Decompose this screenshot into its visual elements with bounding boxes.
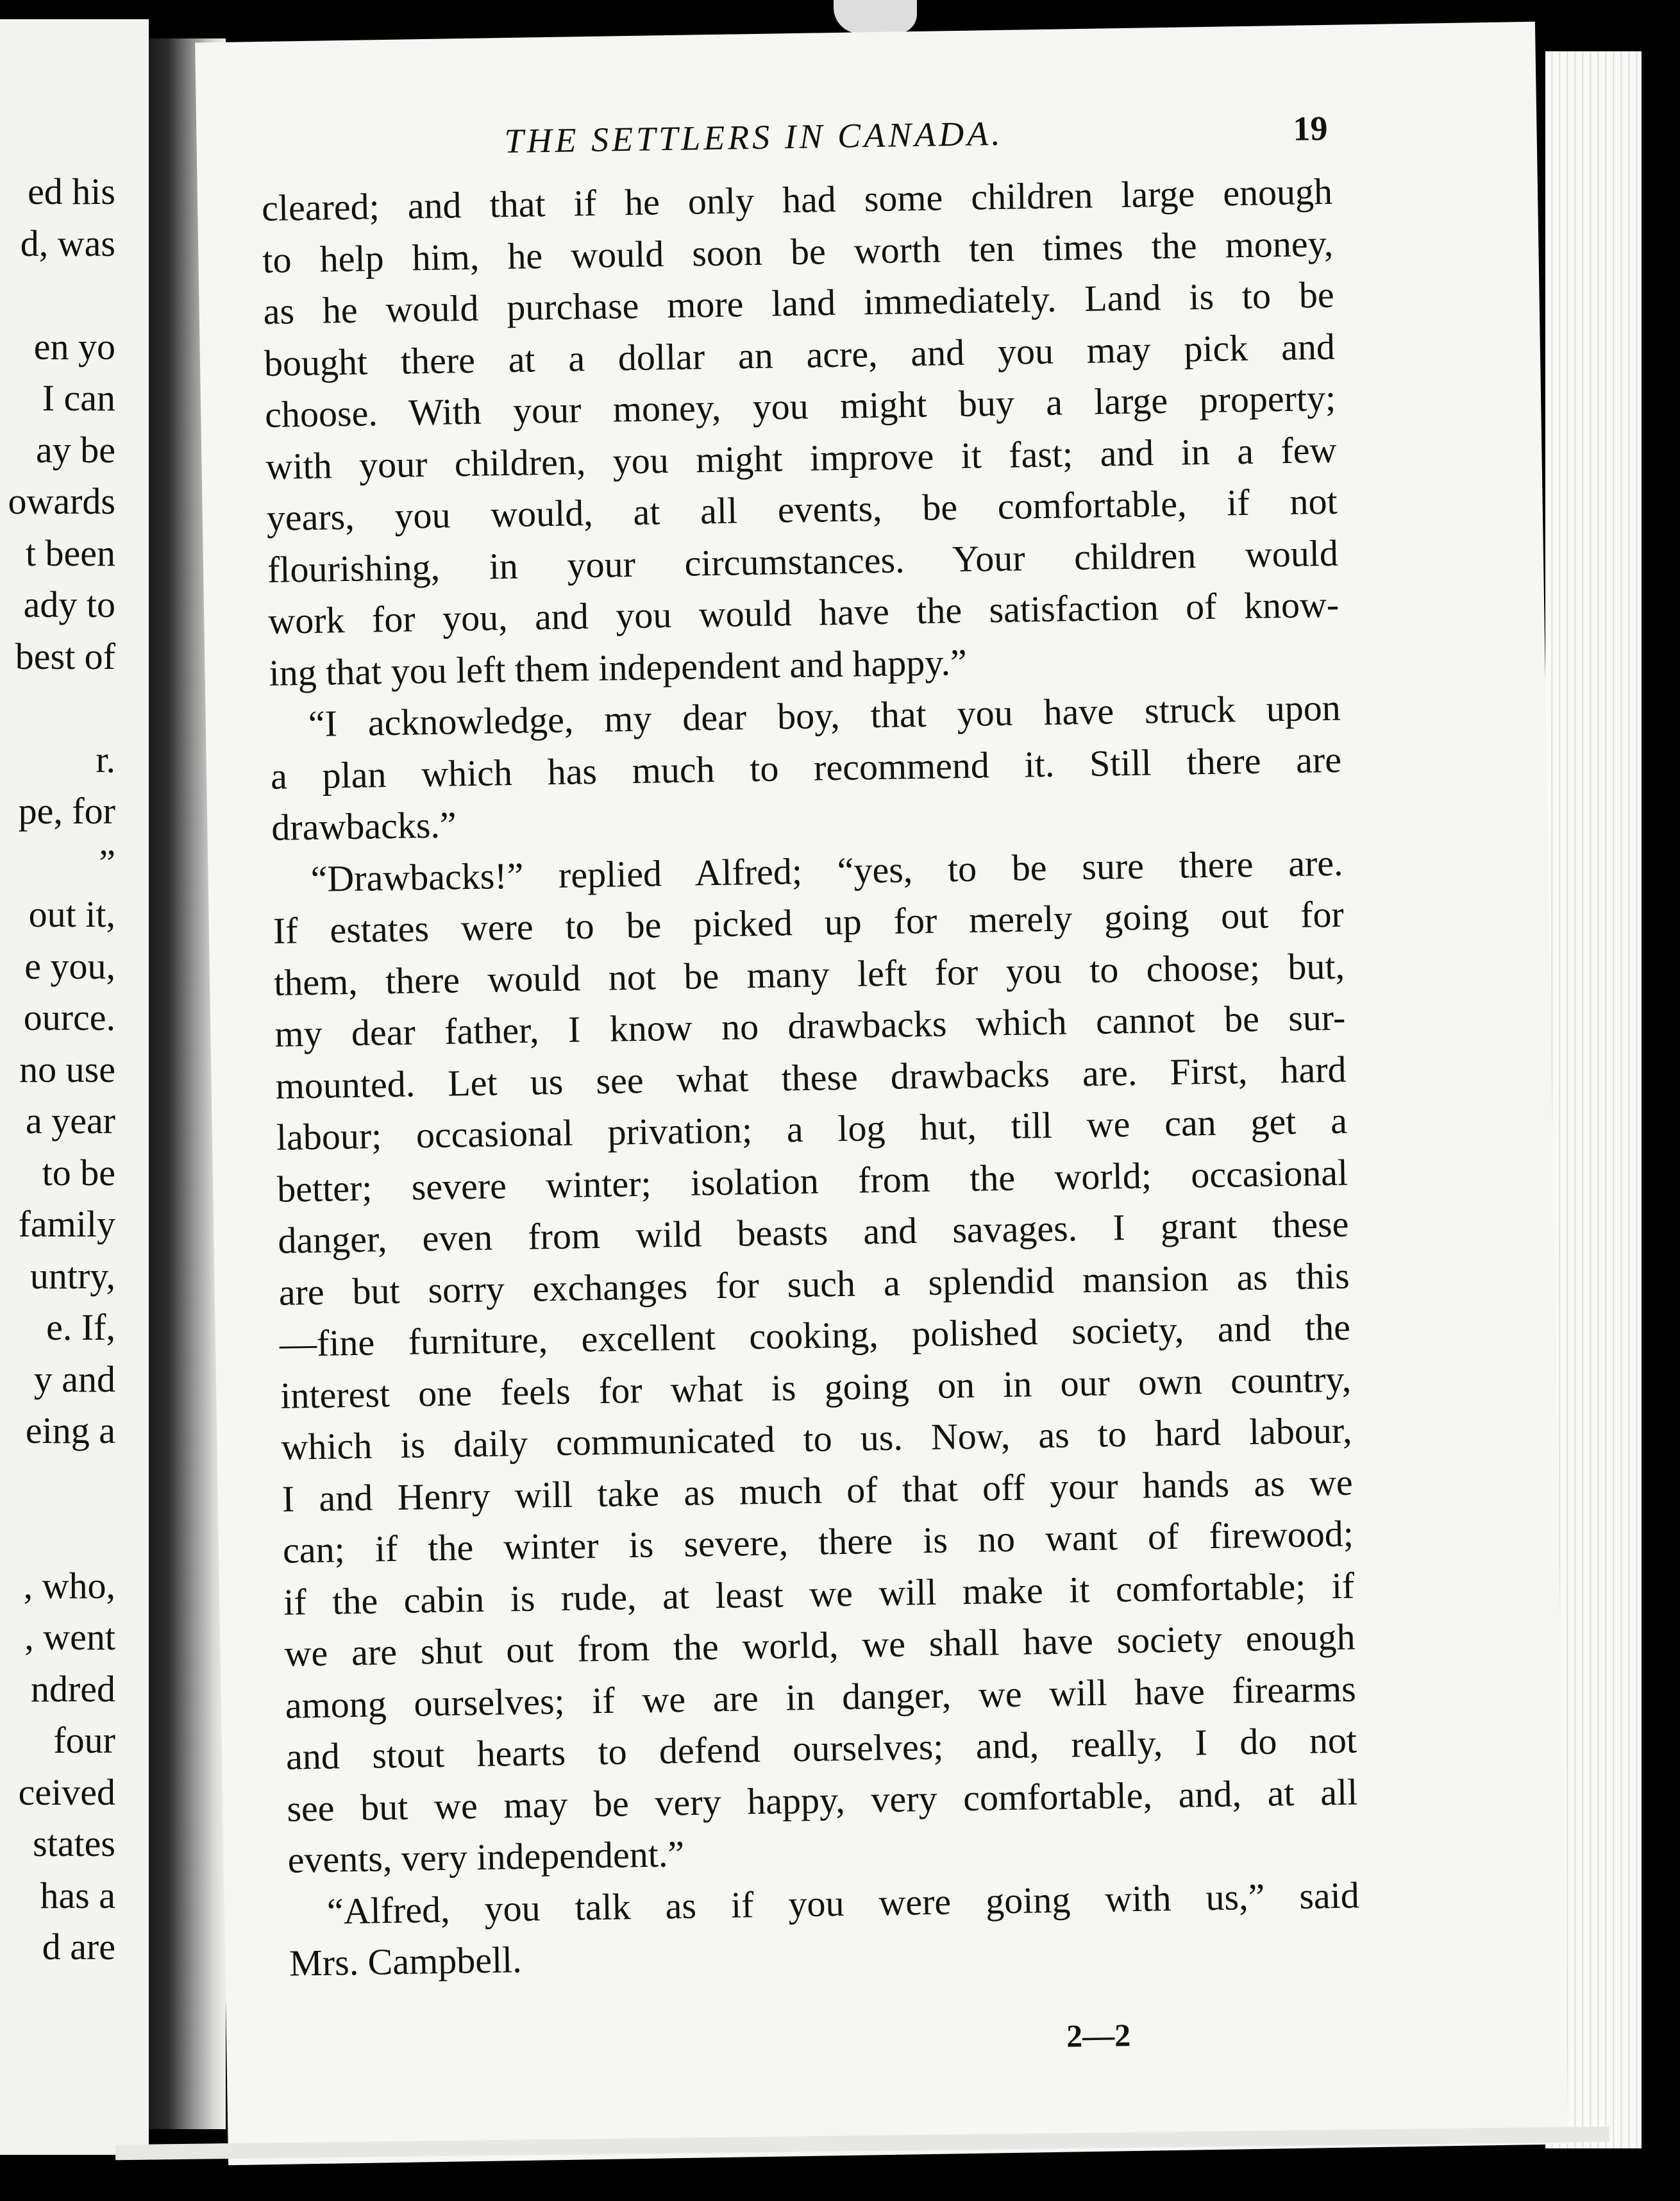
text-line: bought there at a dollar an acre, and you may pick and [264, 325, 1336, 384]
left-page-line: I can [42, 377, 115, 419]
text-line: with your children, you might improve it fast; and in a few [265, 428, 1337, 487]
text-line: see but we may be very happy, very comfortable, and, at all [286, 1770, 1358, 1830]
left-page-line: to be [42, 1151, 115, 1193]
left-page-line: r. [96, 738, 115, 780]
text-line: work for you, and you would have the satisfaction of know- [267, 583, 1340, 642]
left-page-line: y and [33, 1358, 115, 1400]
text-line: among ourselves; if we are in danger, we will have firearms [285, 1667, 1357, 1726]
page-number: 19 [1292, 108, 1328, 148]
text-line: drawbacks.” [271, 804, 457, 848]
binding-scrap [834, 0, 917, 33]
left-page-line: untry, [29, 1254, 115, 1297]
text-line: to help him, he would soon be worth ten times the money, [262, 222, 1334, 281]
text-line: them, there would not be many left for you to choose; but, [273, 945, 1345, 1004]
left-page-line: , went [24, 1616, 115, 1658]
left-page-line: pe, for [18, 790, 115, 832]
text-line: labour; occasional privation; a log hut, till we can get a [276, 1099, 1348, 1158]
left-page-line: a year [25, 1100, 115, 1142]
left-page-line: has a [40, 1874, 115, 1916]
text-line: a plan which has much to recommend it. Still there are [270, 738, 1342, 797]
text-line: are but sorry exchanges for such a splendid mansion as this [278, 1254, 1350, 1313]
left-page-line: out it, [28, 893, 115, 935]
left-page-line: ndred [30, 1667, 115, 1710]
left-page-line: best of [15, 635, 115, 677]
scan-border-right [1642, 51, 1680, 2168]
left-page-line: en yo [33, 325, 115, 367]
text-line: —fine furniture, excellent cooking, polished society, and the [279, 1306, 1351, 1365]
body-text [262, 166, 1361, 1989]
left-page-line: d are [42, 1926, 115, 1968]
left-page-line: e you, [24, 945, 115, 987]
text-line: I and Henry will take as much of that off your hands as we [281, 1461, 1354, 1520]
running-title: THE SETTLERS IN CANADA. [504, 114, 1004, 161]
text-line: interest one feels for what is going on in our own country, [280, 1358, 1352, 1417]
text-line: if the cabin is rude, at least we will make it comfortable; if [283, 1564, 1355, 1623]
left-page-line: , who, [23, 1564, 115, 1606]
left-page-line: d, was [20, 222, 115, 264]
text-line: my dear father, I know no drawbacks which cannot be sur- [274, 996, 1346, 1055]
running-head [196, 105, 1537, 171]
left-page-line: t been [25, 532, 115, 574]
text-line: ing that you left them independent and happy.” [269, 641, 968, 694]
text-line: If estates were to be picked up for merely going out for [273, 893, 1345, 952]
text-line: “Drawbacks!” replied Alfred; “yes, to be sure there are. [310, 841, 1343, 900]
left-page-line: eing a [25, 1410, 115, 1451]
text-line: years, you would, at all events, be comfortable, if not [266, 480, 1338, 539]
text-line: as he would purchase more land immediately. Land is to be [263, 273, 1335, 332]
text-line: “I acknowledge, my dear boy, that you have struck upon [308, 686, 1341, 745]
left-page-line: no use [19, 1048, 115, 1090]
text-line: choose. With your money, you might buy a large property; [264, 376, 1336, 435]
left-page-line: four [53, 1719, 115, 1761]
text-line: better; severe winter; isolation from the world; occasional [276, 1151, 1348, 1210]
text-line: mounted. Let us see what these drawbacks are. First, hard [275, 1048, 1347, 1107]
signature-mark: 2—2 [1066, 2017, 1131, 2054]
left-page-line: ed his [28, 171, 115, 212]
left-page-line: ady to [23, 584, 115, 625]
left-page-line: states [33, 1823, 115, 1864]
left-page-line: e. If, [46, 1306, 115, 1348]
text-line: which is daily communicated to us. Now, as to hard labour, [281, 1409, 1352, 1468]
right-page [195, 22, 1568, 2165]
left-page-line: ay be [36, 428, 115, 471]
left-page-line: family [18, 1203, 115, 1245]
text-line: “Alfred, you talk as if you were going with us,” said [326, 1873, 1360, 1932]
text-line: we are shut out from the world, we shall have society enough [284, 1615, 1356, 1674]
text-line: danger, even from wild beasts and savages. I grant these [277, 1202, 1349, 1261]
text-line: Mrs. Campbell. [289, 1938, 523, 1984]
text-line: cleared; and that if he only had some children large enough [261, 170, 1333, 230]
text-line: can; if the winter is severe, there is no want of firewood; [282, 1512, 1354, 1571]
left-page-line: ource. [23, 997, 115, 1038]
left-page-line: ceived [18, 1771, 115, 1813]
left-page-line: ” [99, 841, 115, 884]
text-line: events, very independent.” [287, 1832, 685, 1881]
text-line: flourishing, in your circumstances. Your children would [267, 532, 1339, 591]
text-line: and stout hearts to defend ourselves; and, really, I do not [285, 1719, 1357, 1778]
left-page-line: owards [8, 480, 115, 522]
left-facing-page [0, 19, 149, 2155]
